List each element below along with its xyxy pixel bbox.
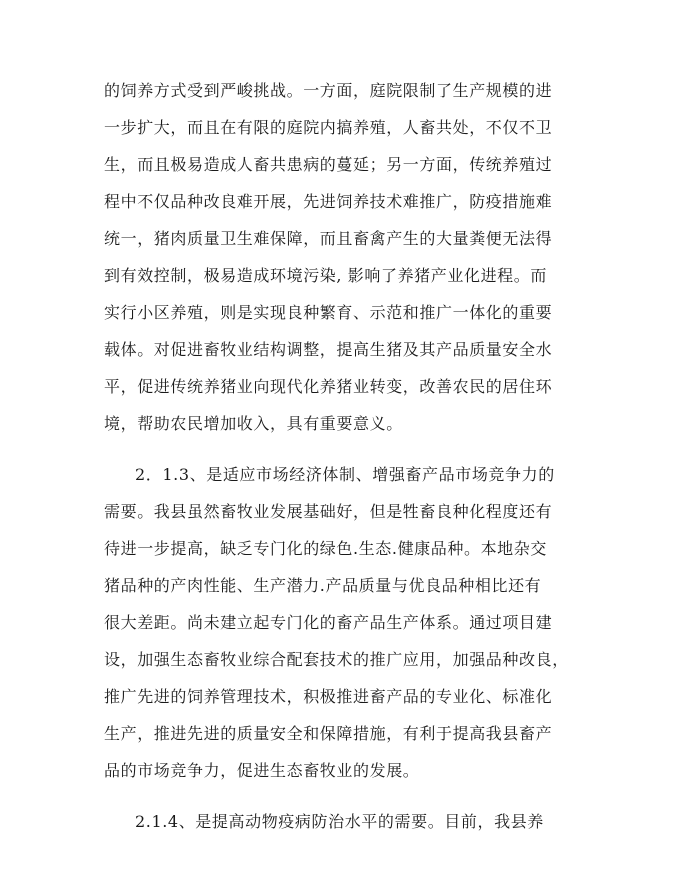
text-line: 生产，推进先进的质量安全和保障措施，有利于提高我县畜产 [104,724,553,743]
text-line: 生，而且极易造成人畜共患病的蔓延；另一方面，传统养殖过 [104,155,553,174]
text-line: 设，加强生态畜牧业综合配套技术的推广应用，加强品种改良， [104,650,569,669]
text-line: 境，帮助农民增加收入，具有重要意义。 [104,414,403,433]
text-line: 2．1.3、是适应市场经济体制、增强畜产品市场竞争力的 [135,465,555,484]
text-line: 程中不仅品种改良难开展，先进饲养技术难推广，防疫措施难 [104,192,553,211]
text-line: 到有效控制，极易造成环境污染, 影响了养猪产业化进程。而 [104,266,547,285]
text-line: 需要。我县虽然畜牧业发展基础好，但是牲畜良种化程度还有 [104,502,553,521]
text-line: 统一，猪肉质量卫生难保障，而且畜禽产生的大量粪便无法得 [104,229,553,248]
text-line: 推广先进的饲养管理技术，积极推进畜产品的专业化、标准化 [104,687,553,706]
text-line: 很大差距。尚未建立起专门化的畜产品生产体系。通过项目建 [104,613,553,632]
text-line: 一步扩大，而且在有限的庭院内搞养殖，人畜共处，不仅不卫 [104,118,553,137]
text-line: 平，促进传统养猪业向现代化养猪业转变，改善农民的居住环 [104,377,553,396]
text-line: 实行小区养殖，则是实现良种繁育、示范和推广一体化的重要 [104,303,553,322]
text-line: 载体。对促进畜牧业结构调整，提高生猪及其产品质量安全水 [104,340,553,359]
text-line: 待进一步提高，缺乏专门化的绿色.生态.健康品种。本地杂交 [104,539,547,558]
text-line: 的饲养方式受到严峻挑战。一方面，庭院限制了生产规模的进 [104,81,553,100]
text-line: 品的市场竞争力，促进生态畜牧业的发展。 [104,761,420,780]
text-line: 猪品种的产肉性能、生产潜力.产品质量与优良品种相比还有 [104,576,542,595]
text-line: 2.1.4、是提高动物疫病防治水平的需要。目前，我县养 [135,812,544,831]
